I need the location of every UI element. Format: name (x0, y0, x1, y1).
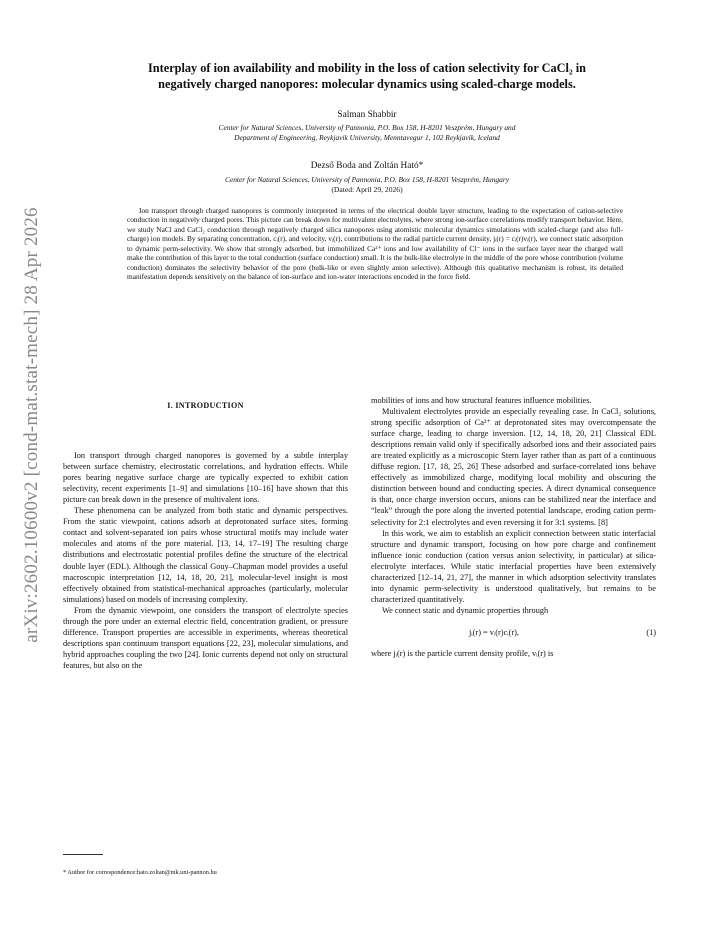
footnote: * Author for correspondence:hato.zoltan@mk.uni-pannon.hu (63, 869, 217, 876)
date-line: (Dated: April 29, 2026) (331, 185, 403, 194)
title-line-2: negatively charged nanopores: molecular dynamics using scaled-charge models. (158, 77, 576, 91)
abstract-text: Ion transport through charged nanopores is commonly interpreted in terms of the electrical double layer structure, leading to the expectation of cation-selective conduction in negatively charged pores. This picture can break down for multivalent electrolytes, where strong ion-surface correlations modify transport behavior. Here, we study NaCl and CaCl₂ conduction through negatively charged silica nanopores using atomistic molecular dynamics simulations with scaled-charge (and also full-charge) ion models. By separating concentration, cᵢ(r), and velocity, vᵢ(r), contributions to the radial particle current density, jᵢ(r) = cᵢ(r)vᵢ(r), we connect static adsorption to dynamic perm-selectivity. We show that strongly adsorbed, but immobilized Ca²⁺ ions and low availability of Cl⁻ ions in the surface layer near the charged wall make the contribution of this layer to the total conduction (surface conduction) small. It is the bulk-like electrolyte in the middle of the pore whose contribution (volume conduction) dominates the selectivity behavior of the pore (bulk-like or even slightly anion selective). Although this qualitative mechanism is robust, its detailed manifestation depends sensitively on the balance of ion-surface and ion-water interactions encoded in the force field. (127, 206, 623, 282)
affiliation-1-line-2: Department of Engineering, Reykjavik University, Menntavegur 1, 102 Reykjavík, Iceland (234, 133, 500, 142)
equation-number: (1) (646, 627, 656, 637)
right-paragraph-1: mobilities of ions and how structural features influence mobilities. (371, 396, 592, 405)
right-paragraph-3: In this work, we aim to establish an explicit connection between static interfacial structure and dynamic transport, focusing on how pore charge and confinement influence ionic conduction (cation versus anion selectivity, in particular) at silica-electrolyte interfaces. While static interfacial properties have been extensively characterized [12–14, 21, 27], the manner in which adsorption selectivity translates into dynamic perm-selectivity is understood qualitatively, but remains to be characterized quantitatively. (371, 528, 656, 604)
title-line-1: Interplay of ion availability and mobility in the loss of cation selectivity for CaCl₂ in (148, 61, 586, 75)
right-paragraph-4: We connect static and dynamic properties through (382, 605, 549, 615)
affiliation-1 (62, 123, 672, 143)
section-heading: I. INTRODUCTION (167, 401, 244, 410)
left-paragraph-3: From the dynamic viewpoint, one considers the transport of electrolyte species through the pore under an external electric field, concentration gradient, or pressure difference. Transport properties are accessible in experiments, whereas theoretical descriptions span continuum transport equations [22, 23], molecular simulations, and hybrid approaches coupling the two [24]. Ionic currents depend not only on structural features, but also on the (63, 605, 348, 670)
equation-body: jᵢ(r) = vᵢ(r)cᵢ(r), (469, 627, 519, 637)
arxiv-side-stamp (2, 195, 62, 655)
footnote-divider (63, 854, 103, 855)
left-column (63, 395, 348, 671)
author-1: Salman Shabbir (337, 110, 397, 120)
abstract (127, 206, 623, 282)
author-2: Dezső Boda and Zoltán Ható* (310, 161, 424, 171)
right-column (371, 395, 656, 659)
equation-1 (371, 627, 656, 638)
right-last-line: where jᵢ(r) is the particle current density profile, vᵢ(r) is (371, 648, 554, 658)
affiliation-1-line-1: Center for Natural Sciences, University of Pannonia, P.O. Box 158, H-8201 Veszprém, Hungary and (218, 123, 516, 132)
right-paragraph-2: Multivalent electrolytes provide an especially revealing case. In CaCl₂ solutions, strong specific adsorption of Ca²⁺ at deprotonated sites may overcompensate the surface charge, leading to charge inversion. [12, 14, 18, 20, 21] Classical EDL descriptions remain valid only if specifically adsorbed ions and their associated pairs are treated explicitly as a microscopic Stern layer rather than as part of a continuous diffuse region. [17, 18, 25, 26] These adsorbed and surface-correlated ions behave effectively as immobilized charge, modifying local mobility and obscuring the distinction between bound and conducting species. A direct dynamical consequence is that, once charge inversion occurs, anions can be stabilized near the interface and “leak” through the pore along the inverted potential landscape, eroding cation perm-selectivity for 2:1 electrolytes and even reversing it for 3:1 systems. [8] (371, 407, 656, 527)
arxiv-identifier: arXiv:2602.10600v2 [cond-mat.stat-mech] 28 Apr 2026 (21, 207, 43, 643)
left-paragraph-2: These phenomena can be analyzed from both static and dynamic perspectives. From the static viewpoint, cations adsorb at deprotonated surface sites, forming contact and solvent-separated ion pairs whose structural motifs may include water molecules and atoms of the pore material. [13, 14, 17–19] The resulting charge distributions and electrostatic potential profiles define the structure of the electrical double layer (EDL). Although the classical Gouy–Chapman model provides a useful macroscopic interpretation [12, 14, 18, 20, 21], molecular-level insight is most effectively obtained from statistical-mechanical approaches (particularly, molecular simulations) based on models of increasing complexity. (63, 506, 348, 604)
affiliation-2: Center for Natural Sciences, University of Pannonia, P.O. Box 158, H-8201 Veszprém, Hungary (225, 175, 509, 184)
paper-title (62, 60, 672, 92)
left-paragraph-1: Ion transport through charged nanopores is governed by a subtle interplay between surface chemistry, electrostatic correlations, and hydration effects. While pores bearing negative surface charge are typically expected to exhibit cation selectivity, recent experiments [1–9] and simulations [10–16] have shown that this picture can break down in the presence of multivalent ions. (63, 451, 348, 505)
